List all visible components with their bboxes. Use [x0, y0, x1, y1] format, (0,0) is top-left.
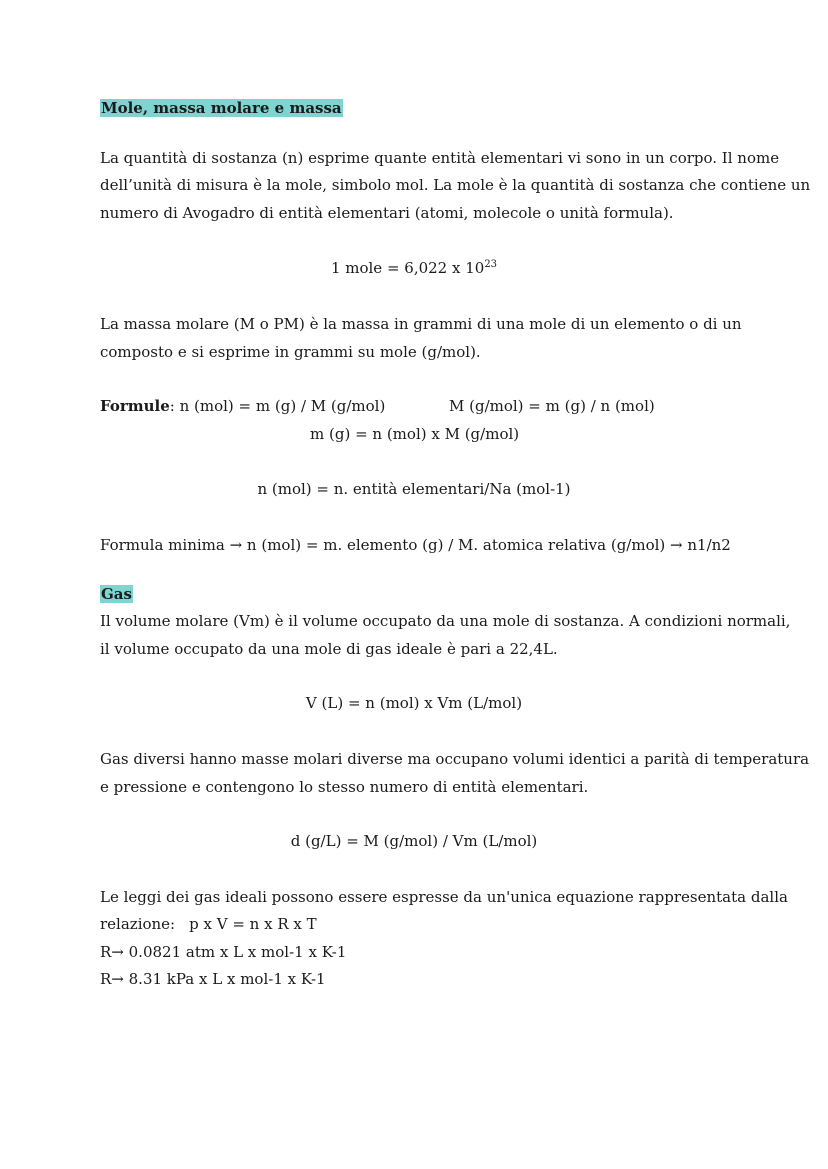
- paragraph-line: Il volume molare (Vm) è il volume occupato da una mole di sostanza. A condizioni normali,: [100, 612, 791, 630]
- avogadro-exponent: 23: [484, 259, 498, 270]
- paragraph-line: Le leggi dei gas ideali possono essere espresse da un'unica equazione rappresentata dalla: [100, 888, 788, 906]
- formula-density: d (g/L) = M (g/mol) / Vm (L/mol): [290, 832, 538, 850]
- paragraph-line: dell’unità di misura è la mole, simbolo mol. La mole è la quantità di sostanza che contiene un: [100, 176, 811, 194]
- formula-minima: Formula minima → n (mol) = m. elemento (g) / M. atomica relativa (g/mol) → n1/n2: [100, 536, 731, 554]
- gas-constant-atm: R→ 0.0821 atm x L x mol-1 x K-1: [100, 943, 347, 961]
- avogadro-base: 1 mole = 6,022 x 10: [330, 259, 485, 277]
- relazione-label: relazione:: [100, 915, 176, 933]
- paragraph-line: numero di Avogadro di entità elementari (atomi, molecole o unità formula).: [100, 204, 674, 222]
- section-heading-gas: [100, 584, 133, 604]
- paragraph-line: Gas diversi hanno masse molari diverse ma occupano volumi identici a parità di temperatura: [100, 750, 810, 768]
- heading-highlight: Gas: [101, 585, 132, 603]
- paragraph-line: e pressione e contengono lo stesso numero di entità elementari.: [100, 778, 589, 796]
- ideal-gas-equation: p x V = n x R x T: [189, 915, 317, 933]
- formula-entities: n (mol) = n. entità elementari/Na (mol-1): [257, 480, 571, 498]
- section-heading-mole: [100, 98, 343, 118]
- formula-line-1: [100, 396, 385, 416]
- paragraph-line: La quantità di sostanza (n) esprime quante entità elementari vi sono in un corpo. Il nome: [100, 149, 780, 167]
- heading-highlight: Mole, massa molare e massa: [101, 99, 342, 117]
- formule-label: Formule: [100, 397, 170, 415]
- formula-molar-mass: M (g/mol) = m (g) / n (mol): [449, 397, 655, 415]
- gas-constant-kpa: R→ 8.31 kPa x L x mol-1 x K-1: [100, 970, 326, 988]
- formula-moles: : n (mol) = m (g) / M (g/mol): [169, 397, 386, 415]
- paragraph-line: La massa molare (M o PM) è la massa in grammi di una mole di un elemento o di un: [100, 315, 742, 333]
- formula-volume: V (L) = n (mol) x Vm (L/mol): [305, 694, 523, 712]
- paragraph-line: il volume occupato da una mole di gas ideale è pari a 22,4L.: [100, 640, 558, 658]
- ideal-gas-line: [100, 914, 317, 934]
- paragraph-line: composto e si esprime in grammi su mole (g/mol).: [100, 343, 481, 361]
- formula-mass: m (g) = n (mol) x M (g/mol): [310, 425, 520, 443]
- avogadro-formula: [0, 258, 828, 278]
